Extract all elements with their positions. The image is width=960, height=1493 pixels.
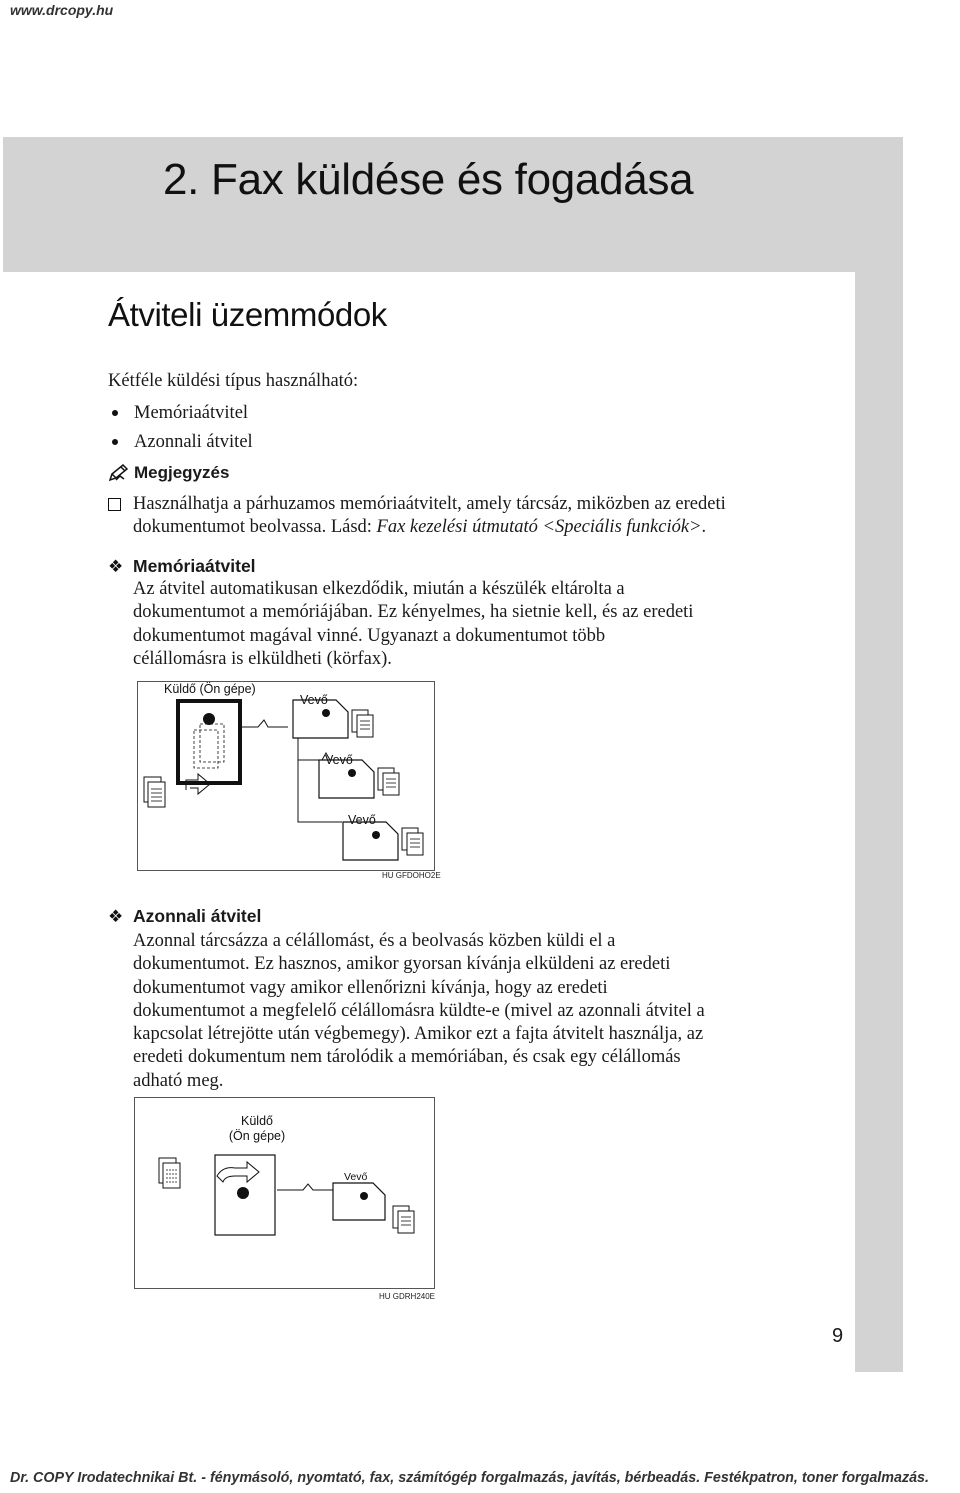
note-heading: Megjegyzés — [108, 463, 229, 483]
immediate-text: Azonnal tárcsázza a célállomást, és a beolvasás közben küldi el a dokumentumot. Ez hasznos, amikor gyorsan kívánja elküldeni az eredeti dokumentumot vagy amikor ellenőrizni kívánja, hogy az eredeti dokumentumot a megfelelő célállomásra küldte-e (mivel az azonnali átvitel a kapcsolat létrejötte után végbemegy). Amikor ezt a fajta átvitelt használja, az eredeti dokumentum nem tárolódik a memóriában, és csak egy célállomás adható meg. — [133, 931, 705, 1091]
section-title: Átviteli üzemmódok — [108, 296, 387, 333]
immediate-heading: Azonnali átvitel — [133, 906, 262, 926]
manual-reference: Fax kezelési útmutató <Speciális funkciók> — [376, 517, 702, 538]
memory-transfer-diagram — [137, 681, 435, 871]
diamond-bullet-icon: ❖ — [108, 907, 124, 926]
sender-label: Küldő — [241, 1114, 273, 1128]
memory-transfer-graphic — [138, 682, 434, 870]
sender-label: (Ön gépe) — [228, 1129, 286, 1143]
chapter-side-tab — [855, 137, 903, 1372]
note-text: Használhatja a párhuzamos memóriaátvitelt, amely tárcsáz, miközben az eredeti dokumentumot beolvassa. Lásd: Fax kezelési útmutató <Speciális funkciók>. — [133, 494, 726, 538]
transfer-type-list — [108, 399, 253, 457]
receiver-label: Vevő — [348, 813, 376, 827]
bullet-icon — [112, 439, 118, 445]
pencil-icon — [108, 463, 130, 483]
figure-code: HU GDRH240E — [379, 1292, 436, 1301]
receiver-label: Vevő — [300, 693, 328, 707]
sender-label: Küldő (Ön gépe) — [164, 682, 256, 696]
intro-text: Kétféle küldési típus használható: — [108, 371, 359, 391]
receiver-label: Vevő — [325, 753, 353, 767]
site-url[interactable]: www.drcopy.hu — [10, 2, 114, 18]
chapter-title: 2. Fax küldése és fogadása — [163, 155, 694, 204]
bullet-icon — [112, 410, 118, 416]
list-item: Azonnali átvitel — [108, 428, 253, 457]
list-item: Memóriaátvitel — [108, 399, 253, 428]
immediate-transfer-diagram — [134, 1097, 435, 1289]
checkbox-bullet-icon — [108, 498, 121, 511]
memory-text: Az átvitel automatikusan elkezdődik, miután a készülék eltárolta a dokumentumot a memóriájában. Ez kényelmes, ha sietnie kell, és az eredeti dokumentumot magával vinné. Ugyanazt a dokumentumot több célállomásra is elküldheti (körfax). — [133, 579, 694, 669]
fax-machine-dot — [203, 713, 215, 725]
footer-text: Dr. COPY Irodatechnikai Bt. - fénymásoló, nyomtató, fax, számítógép forgalmazás, javítás, bérbeadás. Festékpatron, toner forgalmazás. — [10, 1470, 929, 1486]
memory-heading: Memóriaátvitel — [133, 556, 256, 576]
receiver-label: Vevő — [344, 1171, 368, 1183]
page-number: 9 — [832, 1325, 844, 1347]
figure-code: HU GFDOHO2E — [382, 871, 441, 880]
diamond-bullet-icon: ❖ — [108, 557, 124, 576]
